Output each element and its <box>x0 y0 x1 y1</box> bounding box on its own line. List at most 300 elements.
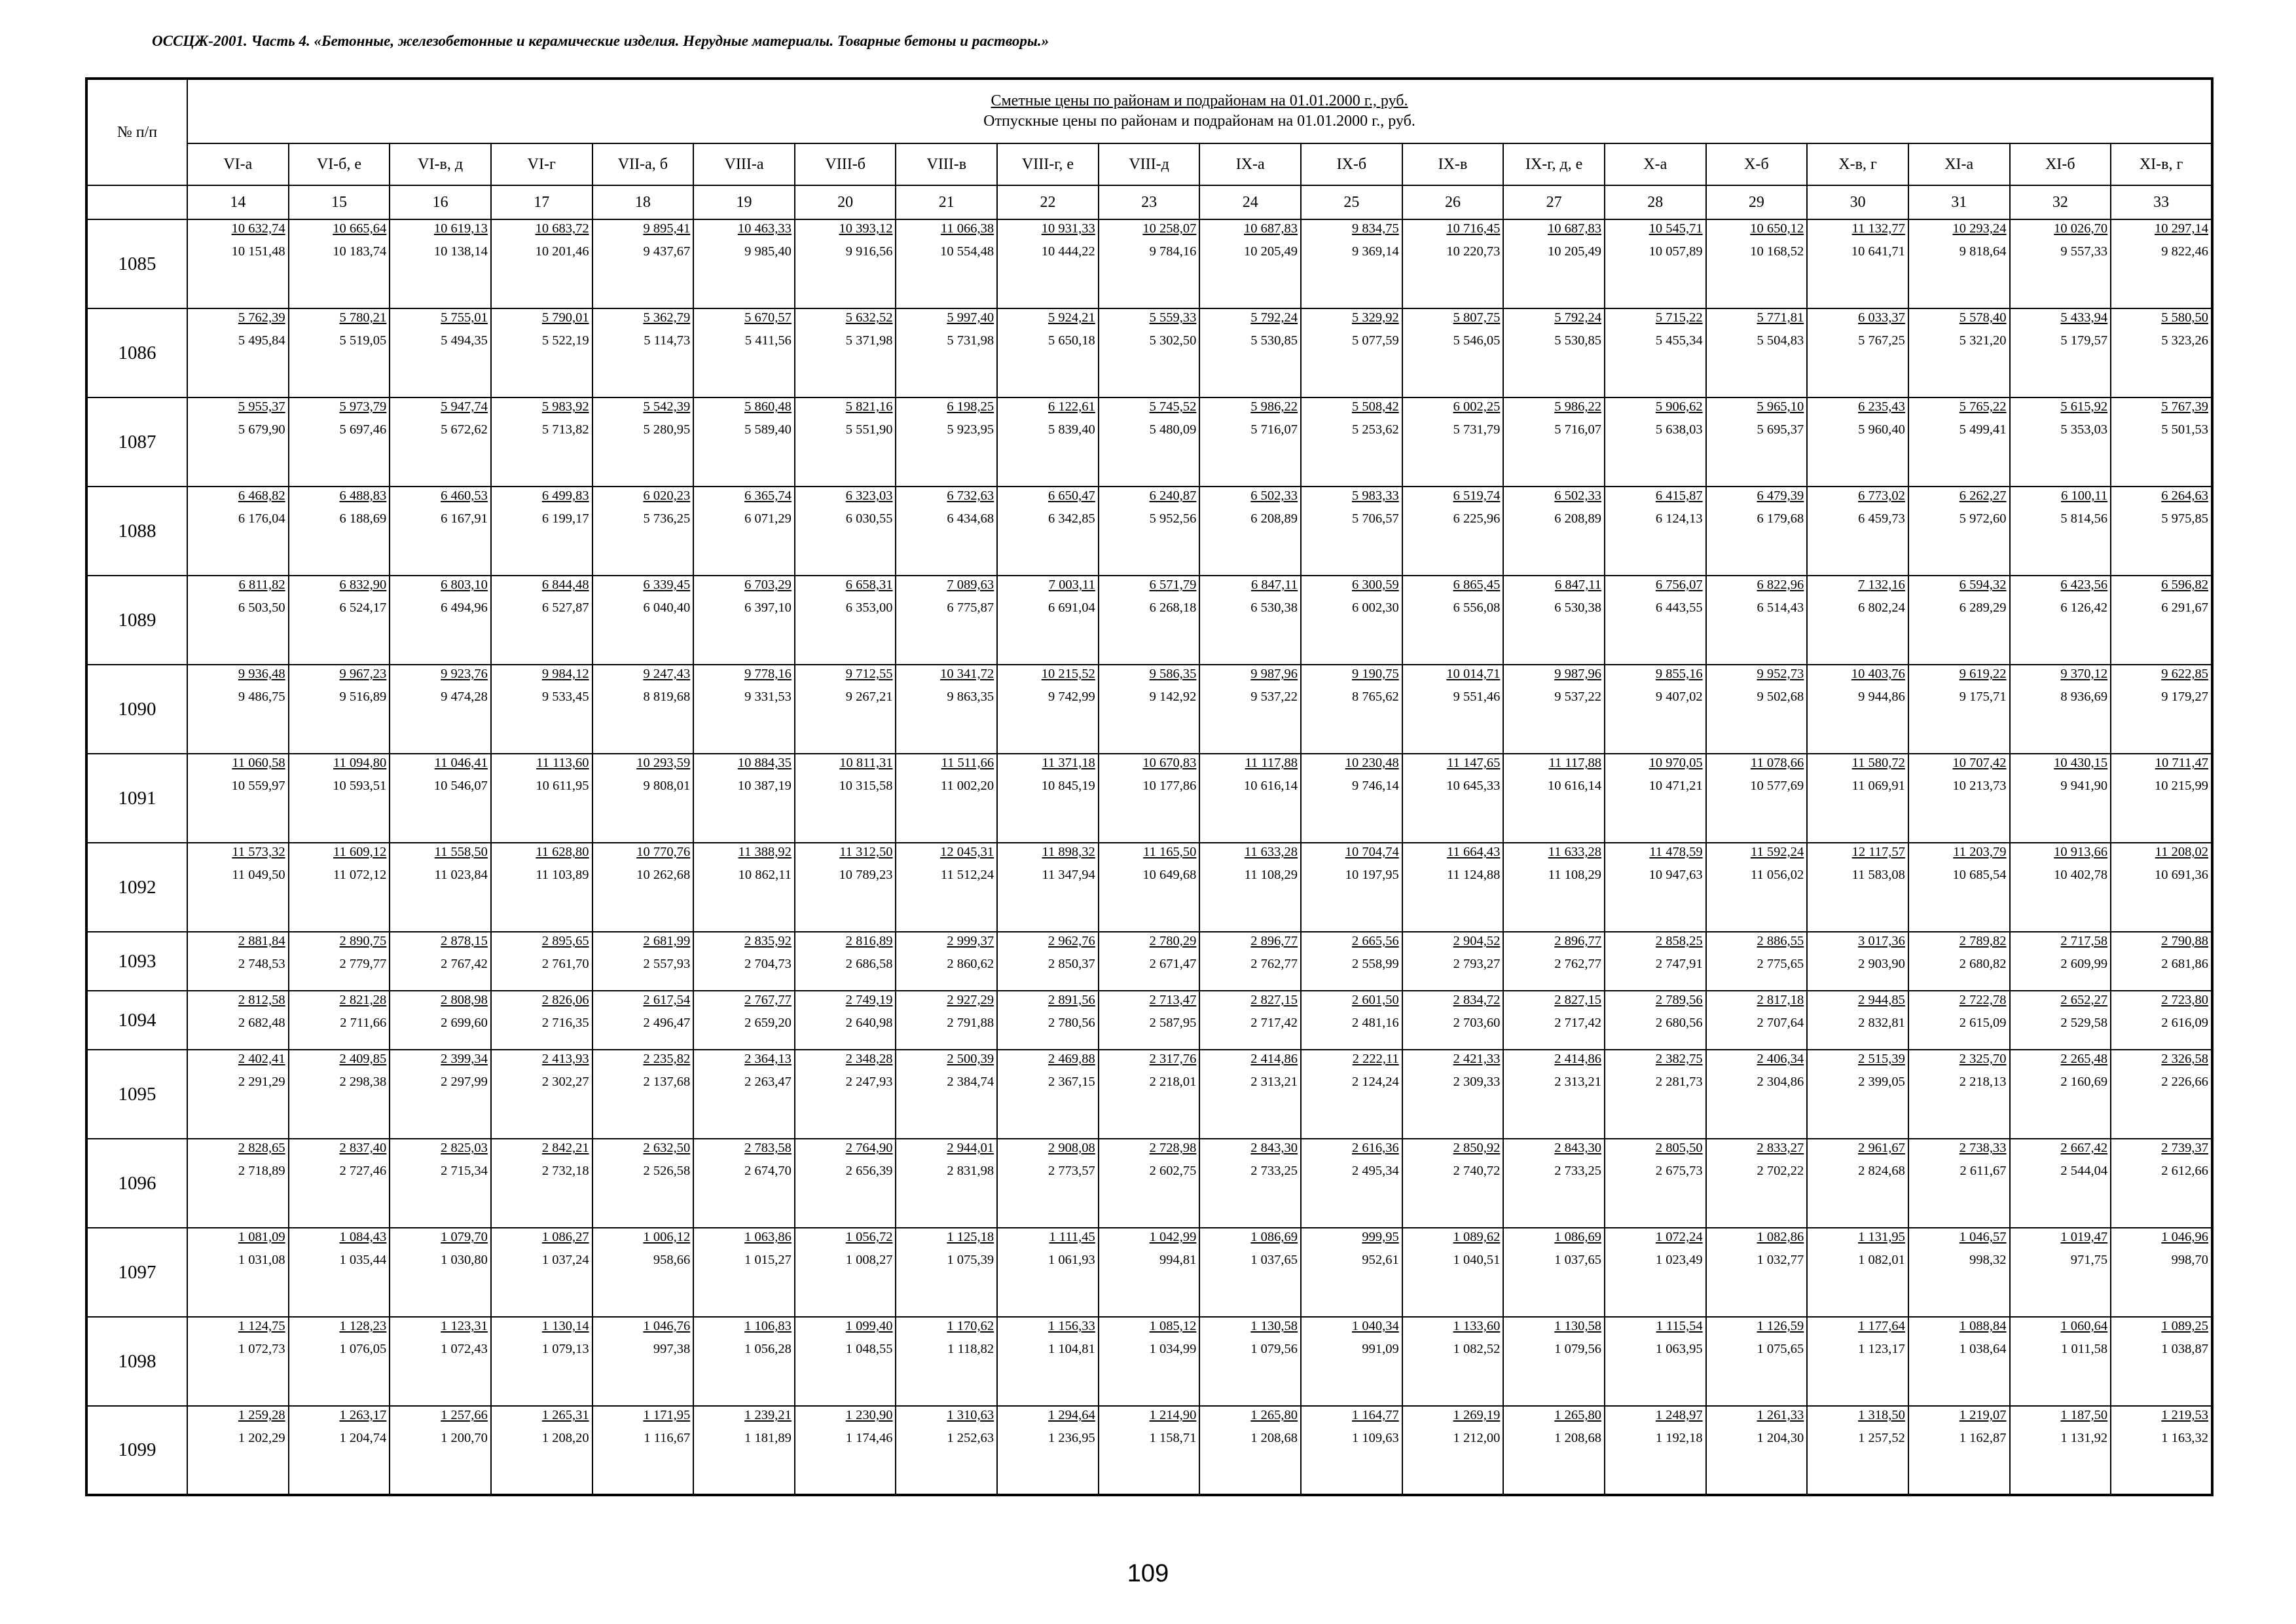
release-price: 6 775,87 <box>947 600 994 615</box>
release-price: 1 076,05 <box>339 1341 387 1356</box>
estimated-price: 2 414,86 <box>1250 1052 1298 1066</box>
release-price: 10 205,49 <box>1244 244 1298 259</box>
release-price: 2 727,46 <box>339 1163 387 1178</box>
price-cell <box>997 308 1099 397</box>
estimated-price: 1 177,64 <box>1858 1319 1905 1333</box>
release-price: 9 533,45 <box>541 689 589 704</box>
release-price: 2 680,82 <box>1959 956 2007 971</box>
release-price: 2 704,73 <box>744 956 792 971</box>
region-header: IX-в <box>1402 143 1504 185</box>
release-price: 1 204,30 <box>1757 1430 1804 1445</box>
estimated-price: 6 460,53 <box>441 489 488 503</box>
estimated-price: 2 878,15 <box>441 934 488 948</box>
estimated-price: 2 681,99 <box>643 934 691 948</box>
price-cell <box>390 397 491 487</box>
price-cell <box>1402 308 1504 397</box>
release-price: 1 015,27 <box>744 1252 792 1267</box>
estimated-price: 6 262,27 <box>1959 489 2007 503</box>
release-price: 5 551,90 <box>845 422 893 437</box>
price-cell <box>1706 754 1808 843</box>
column-number: 25 <box>1301 185 1402 219</box>
price-cell <box>1605 1050 1706 1139</box>
estimated-price: 1 130,58 <box>1250 1319 1298 1333</box>
estimated-price: 999,95 <box>1362 1230 1399 1244</box>
release-price: 2 733,25 <box>1554 1163 1601 1178</box>
price-cell <box>2010 843 2111 932</box>
estimated-price: 2 632,50 <box>643 1141 691 1155</box>
estimated-price: 5 767,39 <box>2161 399 2208 414</box>
price-cell <box>1807 991 1908 1050</box>
estimated-price: 2 325,70 <box>1959 1052 2007 1066</box>
release-price: 5 716,07 <box>1554 422 1601 437</box>
estimated-price: 5 997,40 <box>947 310 994 325</box>
release-price: 10 177,86 <box>1142 778 1197 793</box>
estimated-price: 10 014,71 <box>1446 667 1501 681</box>
release-price: 2 602,75 <box>1149 1163 1197 1178</box>
price-cell <box>2111 1317 2212 1406</box>
price-cell <box>1099 1406 1200 1495</box>
release-price: 1 038,87 <box>2161 1341 2208 1356</box>
estimated-price: 5 965,10 <box>1757 399 1804 414</box>
price-cell <box>693 1050 795 1139</box>
price-cell <box>289 1228 390 1317</box>
price-cell <box>187 397 289 487</box>
price-cell <box>592 1317 694 1406</box>
estimated-price: 11 203,79 <box>1953 845 2007 859</box>
release-price: 5 839,40 <box>1048 422 1095 437</box>
estimated-price: 2 789,56 <box>1655 993 1703 1007</box>
release-price: 2 903,90 <box>1858 956 1905 971</box>
price-cell <box>2111 576 2212 665</box>
estimated-price: 10 619,13 <box>433 221 488 236</box>
price-cell <box>1605 932 1706 991</box>
estimated-price: 2 616,36 <box>1351 1141 1399 1155</box>
region-header: VI-б, е <box>289 143 390 185</box>
row-number: 1096 <box>86 1139 187 1228</box>
release-price: 2 780,56 <box>1048 1015 1095 1030</box>
estimated-price: 11 478,59 <box>1649 845 1703 859</box>
estimated-price: 6 339,45 <box>643 578 691 592</box>
estimated-price: 10 430,15 <box>2054 756 2108 770</box>
price-cell <box>795 754 896 843</box>
price-cell <box>187 308 289 397</box>
price-cell <box>1706 843 1808 932</box>
region-header: X-б <box>1706 143 1808 185</box>
column-number: 33 <box>2111 185 2212 219</box>
estimated-price: 1 239,21 <box>744 1408 792 1422</box>
estimated-price: 9 586,35 <box>1149 667 1197 681</box>
estimated-price: 6 844,48 <box>541 578 589 592</box>
price-cell <box>1503 219 1605 308</box>
price-cell <box>390 487 491 576</box>
estimated-price: 2 886,55 <box>1757 934 1804 948</box>
release-price: 2 699,60 <box>441 1015 488 1030</box>
release-price: 1 040,51 <box>1453 1252 1501 1267</box>
price-cell <box>1807 219 1908 308</box>
price-cell <box>592 991 694 1050</box>
price-cell <box>592 665 694 754</box>
estimated-price: 11 165,50 <box>1143 845 1197 859</box>
price-cell <box>592 219 694 308</box>
estimated-price: 2 414,86 <box>1554 1052 1601 1066</box>
estimated-price: 2 808,98 <box>441 993 488 1007</box>
release-price: 9 142,92 <box>1149 689 1197 704</box>
price-cell <box>2111 754 2212 843</box>
price-cell <box>795 219 896 308</box>
release-price: 9 331,53 <box>744 689 792 704</box>
release-price: 6 208,89 <box>1554 511 1601 526</box>
estimated-price: 1 084,43 <box>339 1230 387 1244</box>
table-body <box>86 219 2212 1495</box>
price-cell <box>1099 1050 1200 1139</box>
estimated-price: 1 126,59 <box>1757 1319 1804 1333</box>
estimated-price: 7 132,16 <box>1858 578 1905 592</box>
release-price: 5 519,05 <box>339 333 387 348</box>
price-cell <box>997 665 1099 754</box>
region-header: VI-в, д <box>390 143 491 185</box>
price-cell <box>187 1228 289 1317</box>
column-number: 16 <box>390 185 491 219</box>
release-price: 9 916,56 <box>845 244 893 259</box>
release-price: 10 593,51 <box>333 778 387 793</box>
estimated-price: 6 519,74 <box>1453 489 1501 503</box>
estimated-price: 5 670,57 <box>744 310 792 325</box>
price-cell <box>1301 1406 1402 1495</box>
estimated-price: 6 488,83 <box>339 489 387 503</box>
release-price: 10 691,36 <box>2155 867 2208 882</box>
release-price: 10 616,14 <box>1244 778 1298 793</box>
estimated-price: 10 258,07 <box>1142 221 1197 236</box>
estimated-price: 1 099,40 <box>845 1319 893 1333</box>
price-cell <box>1402 397 1504 487</box>
price-cell <box>592 397 694 487</box>
estimated-price: 1 085,12 <box>1149 1319 1197 1333</box>
release-price: 11 072,12 <box>333 867 387 882</box>
release-price: 10 183,74 <box>333 244 387 259</box>
estimated-price: 5 755,01 <box>441 310 488 325</box>
release-price: 2 762,77 <box>1554 956 1601 971</box>
estimated-price: 1 046,76 <box>643 1319 691 1333</box>
release-price: 1 200,70 <box>441 1430 488 1445</box>
estimated-price: 1 219,07 <box>1959 1408 2007 1422</box>
estimated-price: 9 923,76 <box>441 667 488 681</box>
price-cell <box>1402 991 1504 1050</box>
estimated-price: 1 170,62 <box>947 1319 994 1333</box>
estimated-price: 1 128,23 <box>339 1319 387 1333</box>
price-cell <box>289 1139 390 1228</box>
estimated-price: 11 117,88 <box>1548 756 1601 770</box>
price-cell <box>390 1317 491 1406</box>
estimated-price: 1 056,72 <box>845 1230 893 1244</box>
release-price: 9 537,22 <box>1250 689 1298 704</box>
price-cell <box>896 843 997 932</box>
release-price: 10 947,63 <box>1649 867 1703 882</box>
price-cell <box>2010 1317 2111 1406</box>
estimated-price: 2 843,30 <box>1250 1141 1298 1155</box>
estimated-price: 5 947,74 <box>441 399 488 414</box>
price-cell <box>1301 576 1402 665</box>
price-cell <box>1706 1139 1808 1228</box>
release-price: 2 218,13 <box>1959 1074 2007 1089</box>
price-cell <box>1807 843 1908 932</box>
release-price: 2 716,35 <box>541 1015 589 1030</box>
release-price: 11 002,20 <box>940 778 994 793</box>
price-cell <box>491 397 592 487</box>
price-cell <box>896 1050 997 1139</box>
release-price: 6 353,00 <box>845 600 893 615</box>
price-cell <box>491 1228 592 1317</box>
price-cell <box>896 1317 997 1406</box>
release-price: 10 616,14 <box>1547 778 1601 793</box>
release-price: 5 697,46 <box>339 422 387 437</box>
release-price: 10 641,71 <box>1851 244 1905 259</box>
price-cell <box>390 665 491 754</box>
release-price: 10 057,89 <box>1649 244 1703 259</box>
release-price: 1 252,63 <box>947 1430 994 1445</box>
release-price: 2 674,70 <box>744 1163 792 1178</box>
price-cell <box>1301 754 1402 843</box>
price-cell <box>693 219 795 308</box>
estimated-price: 6 803,10 <box>441 578 488 592</box>
estimated-price: 6 033,37 <box>1858 310 1905 325</box>
region-header: IX-г, д, е <box>1503 143 1605 185</box>
release-price: 2 558,99 <box>1351 956 1399 971</box>
release-price: 10 471,21 <box>1649 778 1703 793</box>
price-cell <box>997 754 1099 843</box>
release-price: 9 551,46 <box>1453 689 1501 704</box>
estimated-price: 2 812,58 <box>238 993 285 1007</box>
price-cell <box>491 487 592 576</box>
estimated-price: 2 783,58 <box>744 1141 792 1155</box>
price-cell <box>1807 932 1908 991</box>
release-price: 9 822,46 <box>2161 244 2208 259</box>
estimated-price: 2 789,82 <box>1959 934 2007 948</box>
price-cell <box>390 1139 491 1228</box>
estimated-price: 5 986,22 <box>1554 399 1601 414</box>
price-cell <box>693 1228 795 1317</box>
row-number: 1095 <box>86 1050 187 1139</box>
release-price: 1 056,28 <box>744 1341 792 1356</box>
price-cell <box>1605 308 1706 397</box>
release-price: 6 459,73 <box>1858 511 1905 526</box>
release-price: 10 554,48 <box>940 244 994 259</box>
estimated-price: 2 235,82 <box>643 1052 691 1066</box>
estimated-price: 2 222,11 <box>1352 1052 1399 1066</box>
release-price: 2 247,93 <box>845 1074 893 1089</box>
release-price: 6 289,29 <box>1959 600 2007 615</box>
price-cell <box>1706 1228 1808 1317</box>
release-price: 1 174,46 <box>845 1430 893 1445</box>
price-cell <box>693 1139 795 1228</box>
price-cell <box>1706 1317 1808 1406</box>
release-price: 1 035,44 <box>339 1252 387 1267</box>
release-price: 11 023,84 <box>434 867 488 882</box>
estimated-price: 2 749,19 <box>845 993 893 1007</box>
price-cell <box>491 754 592 843</box>
estimated-price: 6 264,63 <box>2161 489 2208 503</box>
price-cell <box>592 1406 694 1495</box>
estimated-price: 1 187,50 <box>2060 1408 2108 1422</box>
estimated-price: 2 515,39 <box>1858 1052 1905 1066</box>
estimated-price: 2 858,25 <box>1655 934 1703 948</box>
price-cell <box>693 1317 795 1406</box>
release-price: 991,09 <box>1362 1341 1399 1356</box>
table-row <box>86 1406 2212 1495</box>
release-price: 2 671,47 <box>1149 956 1197 971</box>
price-cell <box>1807 397 1908 487</box>
estimated-price: 2 927,29 <box>947 993 994 1007</box>
price-cell <box>1301 843 1402 932</box>
release-price: 9 941,90 <box>2060 778 2108 793</box>
price-cell <box>2111 1228 2212 1317</box>
price-cell <box>289 219 390 308</box>
estimated-price: 9 619,22 <box>1959 667 2007 681</box>
price-cell <box>390 308 491 397</box>
estimated-price: 2 908,08 <box>1048 1141 1095 1155</box>
release-price: 11 124,88 <box>1447 867 1501 882</box>
price-cell <box>1908 397 2010 487</box>
price-cell <box>795 665 896 754</box>
estimated-price: 2 500,39 <box>947 1052 994 1066</box>
release-price: 2 309,33 <box>1453 1074 1501 1089</box>
release-price: 9 742,99 <box>1048 689 1095 704</box>
price-cell <box>2111 665 2212 754</box>
price-cell <box>592 308 694 397</box>
release-price: 6 494,96 <box>441 600 488 615</box>
price-cell <box>795 576 896 665</box>
region-header: IX-б <box>1301 143 1402 185</box>
estimated-price: 6 002,25 <box>1453 399 1501 414</box>
price-cell <box>1199 843 1301 932</box>
release-price: 1 118,82 <box>947 1341 994 1356</box>
release-price: 5 480,09 <box>1149 422 1197 437</box>
estimated-price: 3 017,36 <box>1858 934 1905 948</box>
row-number: 1088 <box>86 487 187 576</box>
row-number: 1085 <box>86 219 187 308</box>
release-price: 2 703,60 <box>1453 1015 1501 1030</box>
release-price: 1 192,18 <box>1655 1430 1703 1445</box>
price-cell <box>1807 1228 1908 1317</box>
release-price: 1 212,00 <box>1453 1430 1501 1445</box>
table-row <box>86 576 2212 665</box>
price-cell <box>187 932 289 991</box>
release-price: 1 031,08 <box>238 1252 285 1267</box>
release-price: 2 529,58 <box>2060 1015 2108 1030</box>
estimated-price: 6 122,61 <box>1048 399 1095 414</box>
price-cell <box>795 843 896 932</box>
release-price: 8 819,68 <box>643 689 691 704</box>
release-price: 998,70 <box>2171 1252 2208 1267</box>
estimated-price: 1 081,09 <box>238 1230 285 1244</box>
estimated-price: 5 906,62 <box>1655 399 1703 414</box>
estimated-price: 9 952,73 <box>1757 667 1804 681</box>
release-price: 1 072,73 <box>238 1341 285 1356</box>
release-price: 2 611,67 <box>1959 1163 2007 1178</box>
release-price: 1 208,68 <box>1554 1430 1601 1445</box>
estimated-price: 1 164,77 <box>1351 1408 1399 1422</box>
estimated-price: 2 944,01 <box>947 1141 994 1155</box>
estimated-price: 9 190,75 <box>1351 667 1399 681</box>
release-price: 1 075,39 <box>947 1252 994 1267</box>
price-cell <box>1908 991 2010 1050</box>
estimated-price: 2 652,27 <box>2060 993 2108 1007</box>
price-cell <box>1908 665 2010 754</box>
release-price: 10 205,49 <box>1547 244 1601 259</box>
estimated-price: 11 633,28 <box>1244 845 1298 859</box>
price-cell <box>187 843 289 932</box>
row-number: 1092 <box>86 843 187 932</box>
estimated-price: 2 421,33 <box>1453 1052 1501 1066</box>
estimated-price: 1 111,45 <box>1049 1230 1095 1244</box>
release-price: 6 030,55 <box>845 511 893 526</box>
estimated-price: 1 123,31 <box>441 1319 488 1333</box>
release-price: 2 686,58 <box>845 956 893 971</box>
estimated-price: 2 827,15 <box>1554 993 1601 1007</box>
estimated-price: 1 257,66 <box>441 1408 488 1422</box>
estimated-price: 6 499,83 <box>541 489 589 503</box>
price-cell <box>795 397 896 487</box>
release-price: 9 407,02 <box>1655 689 1703 704</box>
release-price: 2 659,20 <box>744 1015 792 1030</box>
price-cell <box>1301 991 1402 1050</box>
release-price: 2 773,57 <box>1048 1163 1095 1178</box>
release-price: 2 313,21 <box>1554 1074 1601 1089</box>
release-price: 11 049,50 <box>232 867 285 882</box>
price-cell <box>896 754 997 843</box>
price-cell <box>1706 308 1808 397</box>
release-price: 1 037,65 <box>1250 1252 1298 1267</box>
release-price: 1 034,99 <box>1149 1341 1197 1356</box>
price-cell <box>1402 576 1504 665</box>
price-cell <box>289 665 390 754</box>
release-price: 2 767,42 <box>441 956 488 971</box>
release-price: 1 075,65 <box>1757 1341 1804 1356</box>
price-cell <box>896 397 997 487</box>
table-row <box>86 397 2212 487</box>
price-cell <box>1199 397 1301 487</box>
estimated-price: 10 632,74 <box>231 221 285 236</box>
price-cell <box>795 1139 896 1228</box>
estimated-price: 10 716,45 <box>1446 221 1501 236</box>
release-price: 2 609,99 <box>2060 956 2108 971</box>
row-number: 1098 <box>86 1317 187 1406</box>
price-cell <box>1706 1050 1808 1139</box>
estimated-price: 10 687,83 <box>1547 221 1601 236</box>
column-number-row <box>86 185 2212 219</box>
table-row <box>86 1228 2212 1317</box>
price-cell <box>997 1406 1099 1495</box>
release-price: 6 002,30 <box>1351 600 1399 615</box>
release-price: 9 818,64 <box>1959 244 2007 259</box>
release-price: 9 179,27 <box>2161 689 2208 704</box>
release-price: 6 188,69 <box>339 511 387 526</box>
release-price: 994,81 <box>1159 1252 1197 1267</box>
release-price: 10 197,95 <box>1345 867 1399 882</box>
estimated-price: 1 115,54 <box>1656 1319 1703 1333</box>
release-price: 5 546,05 <box>1453 333 1501 348</box>
release-price: 1 204,74 <box>339 1430 387 1445</box>
price-cell <box>693 397 795 487</box>
release-price: 10 213,73 <box>1952 778 2007 793</box>
price-cell <box>896 991 997 1050</box>
estimated-price: 10 665,64 <box>333 221 387 236</box>
estimated-price: 1 006,12 <box>643 1230 691 1244</box>
estimated-price: 5 559,33 <box>1149 310 1197 325</box>
price-cell <box>1503 843 1605 932</box>
estimated-price: 11 147,65 <box>1447 756 1501 770</box>
release-price: 2 748,53 <box>238 956 285 971</box>
price-cell <box>2010 991 2111 1050</box>
